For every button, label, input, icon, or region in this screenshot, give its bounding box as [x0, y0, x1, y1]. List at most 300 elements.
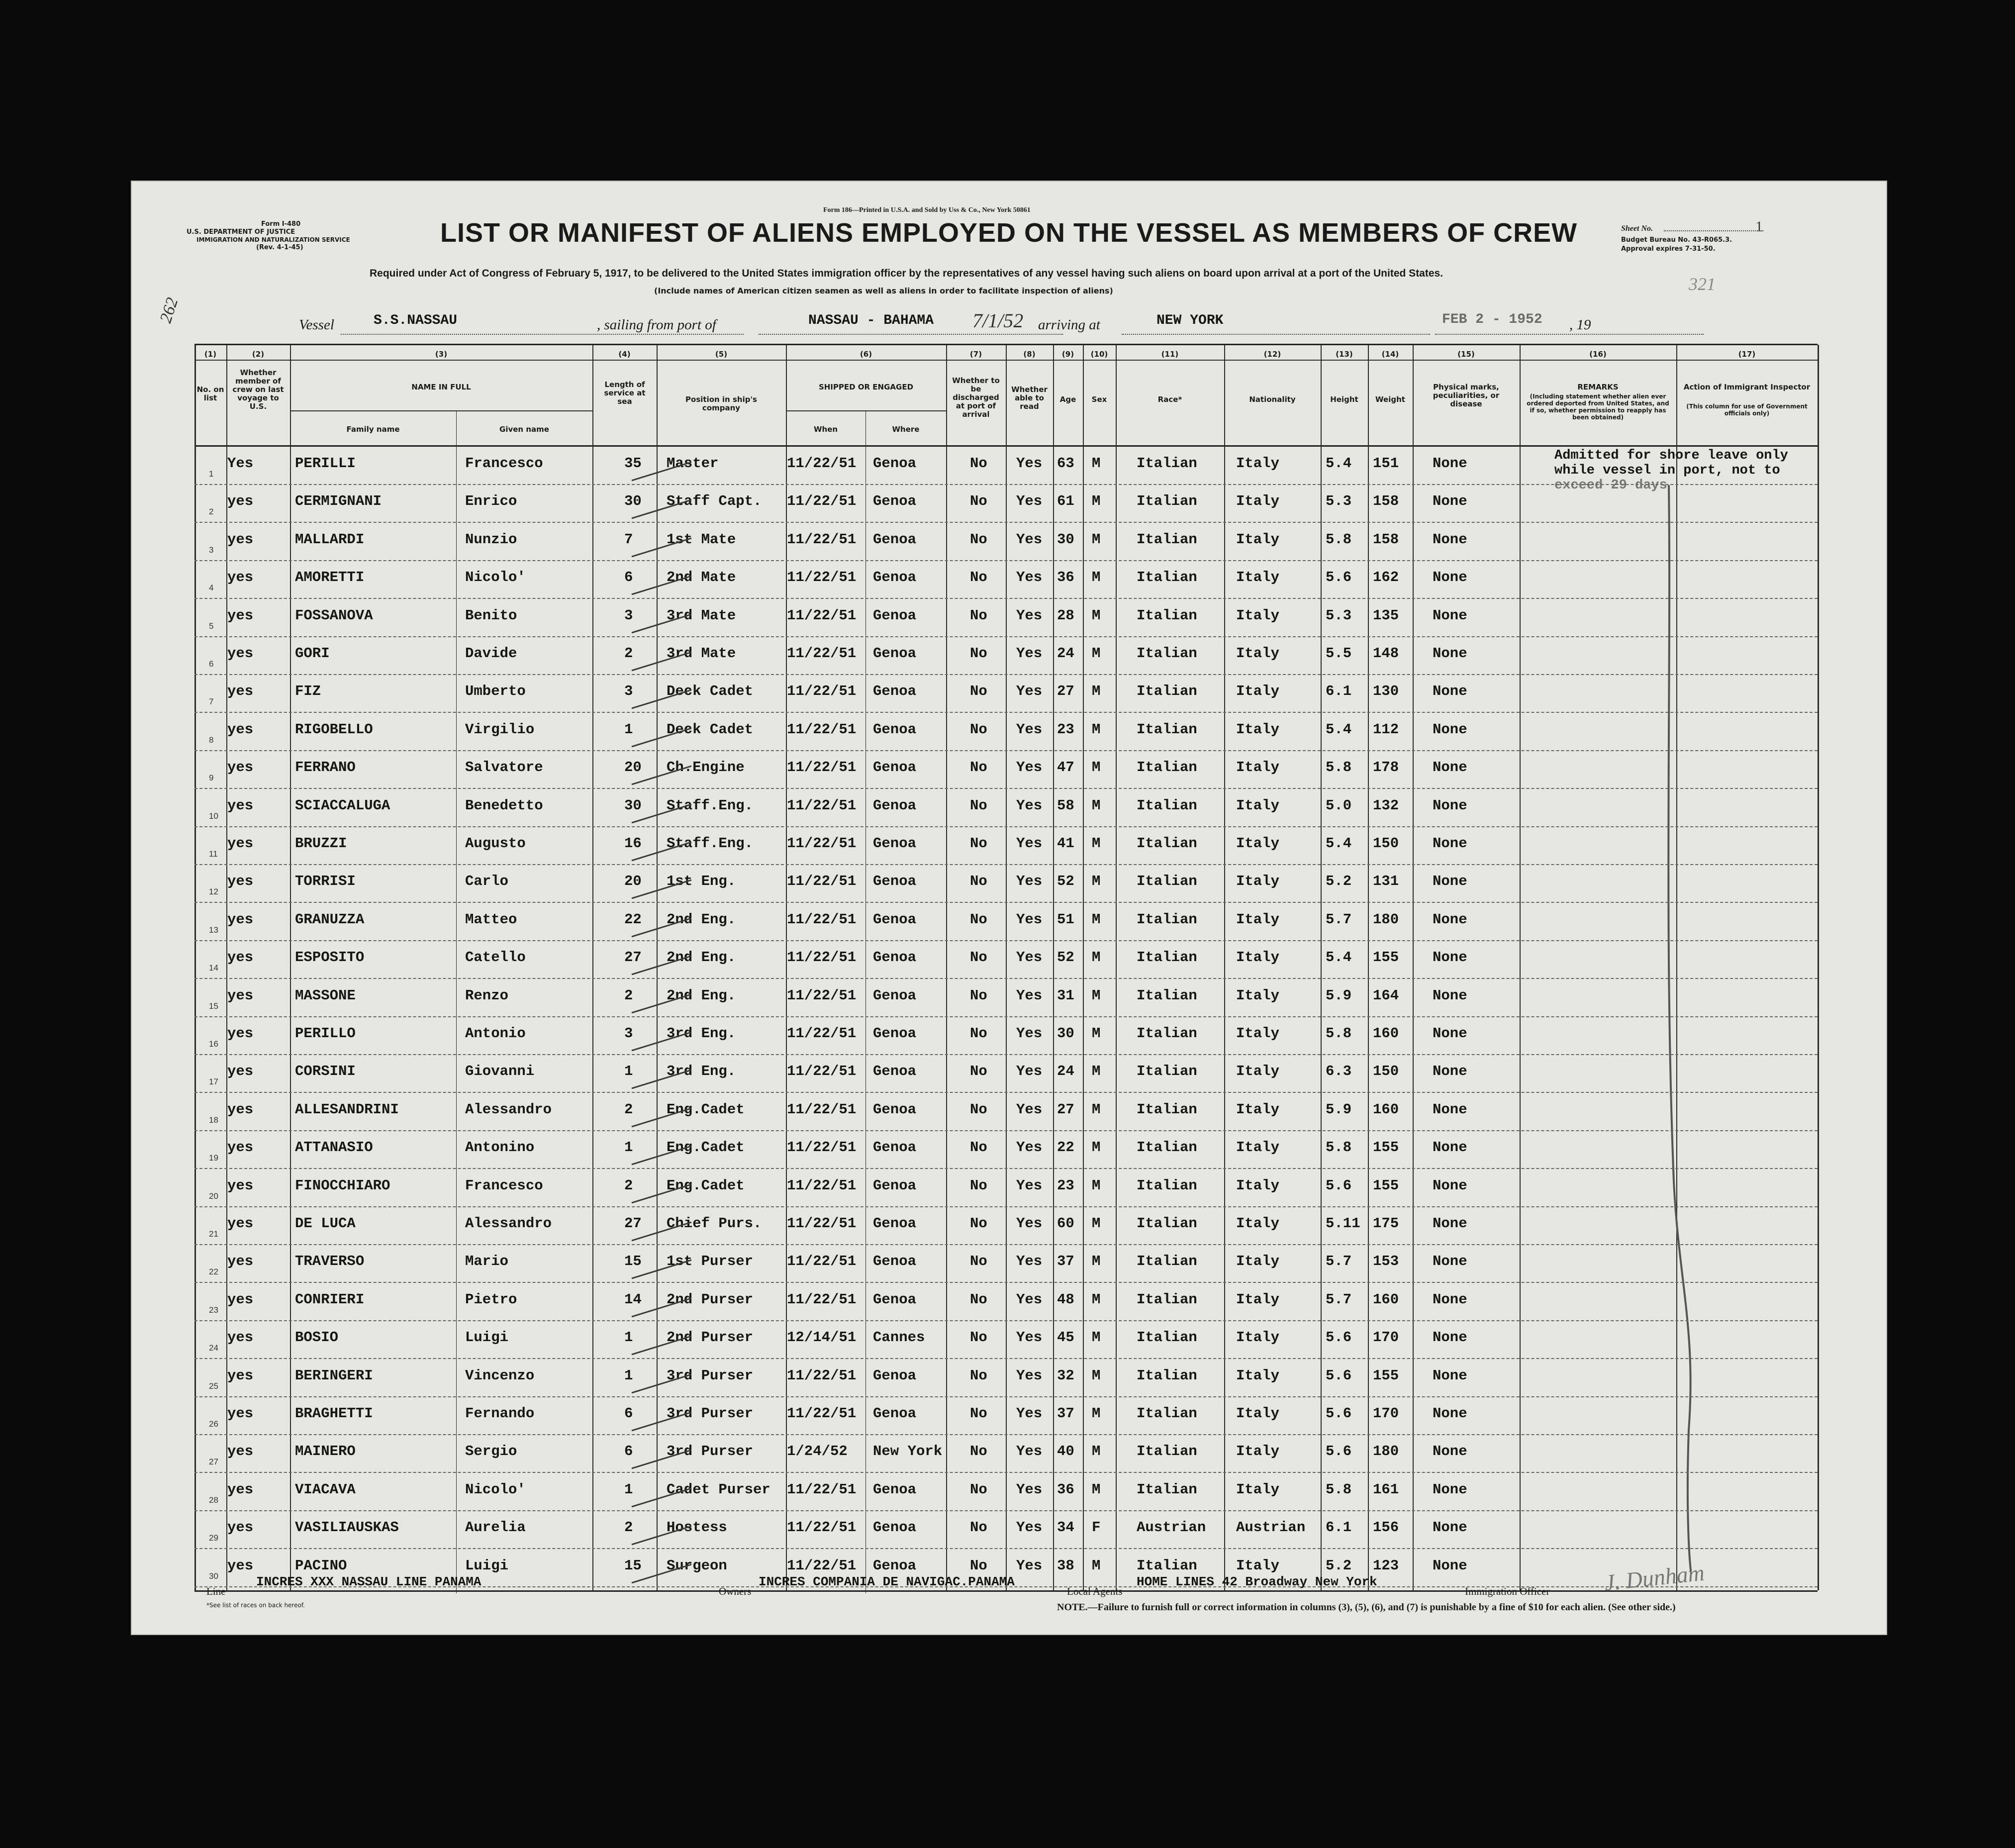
header-remarks-note: (Including statement whether alien ever ordered deported from United States, and if so, whether permission to reapply has been obtained) — [1527, 393, 1669, 421]
race: Italian — [1137, 1557, 1197, 1574]
weight: 162 — [1373, 569, 1399, 586]
discharged: No — [970, 759, 987, 776]
service-tick-mark — [629, 914, 694, 939]
family-name: BOSIO — [295, 1329, 339, 1346]
given-name: Davide — [465, 645, 517, 662]
page-subtitle: Required under Act of Congress of February 5, 1917, to be delivered to the United States immigration officer by the representatives of any vessel having such aliens on board upon arrival at a port of the United States. — [370, 268, 1443, 279]
physical-marks: None — [1433, 1557, 1467, 1574]
given-name: Francesco — [465, 455, 543, 472]
given-name: Vincenzo — [465, 1367, 535, 1384]
given-name: Nunzio — [465, 531, 517, 548]
family-name: GRANUZZA — [295, 911, 365, 928]
shipped-when: 11/22/51 — [787, 645, 857, 662]
given-name: Pietro — [465, 1291, 517, 1308]
height: 5.0 — [1326, 797, 1352, 814]
officer-signature: J. Dunham — [1603, 1559, 1706, 1596]
discharged: No — [970, 721, 987, 738]
age: 45 — [1057, 1329, 1074, 1346]
family-name: RIGOBELLO — [295, 721, 373, 738]
given-name: Alessandro — [465, 1215, 552, 1232]
given-name: Benito — [465, 607, 517, 624]
date-fill — [1435, 334, 1704, 335]
shipped-when: 11/22/51 — [787, 569, 857, 586]
header-no-on-list: No. on list — [196, 385, 224, 402]
shipped-when: 1/24/52 — [787, 1443, 848, 1460]
height: 5.7 — [1326, 1291, 1352, 1308]
discharged: No — [970, 1063, 987, 1080]
nationality: Italy — [1236, 455, 1280, 472]
sex: M — [1092, 835, 1101, 852]
service-length: 3 — [624, 1025, 633, 1042]
year-label: , 19 — [1569, 317, 1591, 333]
height: 5.4 — [1326, 949, 1352, 966]
table-row — [132, 599, 1886, 637]
weight: 156 — [1373, 1519, 1399, 1536]
row-number: 16 — [209, 1039, 218, 1049]
service-tick-mark — [629, 1484, 694, 1509]
footer-owners-value: INCRES COMPANIA DE NAVIGAC.PANAMA — [759, 1574, 1015, 1589]
sex: M — [1092, 1367, 1101, 1384]
nationality: Italy — [1236, 987, 1280, 1004]
physical-marks: None — [1433, 721, 1467, 738]
physical-marks: None — [1433, 1215, 1467, 1232]
family-name: AMORETTI — [295, 569, 365, 586]
position: 3rd Purser — [667, 1443, 754, 1460]
service-length: 1 — [624, 1063, 633, 1080]
height: 5.7 — [1326, 911, 1352, 928]
family-name: DE LUCA — [295, 1215, 356, 1232]
age: 23 — [1057, 1177, 1074, 1194]
service-length: 2 — [624, 1101, 633, 1118]
table-row — [132, 523, 1886, 561]
position: 3rd Eng. — [667, 1063, 736, 1080]
age: 40 — [1057, 1443, 1074, 1460]
prev-voyage: yes — [227, 1443, 254, 1460]
handwritten-date: 7/1/52 — [972, 309, 1024, 332]
race: Italian — [1137, 835, 1197, 852]
weight: 153 — [1373, 1253, 1399, 1270]
weight: 180 — [1373, 911, 1399, 928]
sex: M — [1092, 1177, 1101, 1194]
header-when: When — [813, 425, 838, 434]
height: 5.6 — [1326, 1443, 1352, 1460]
service-length: 3 — [624, 607, 633, 624]
page-title: LIST OR MANIFEST OF ALIENS EMPLOYED ON THE VESSEL AS MEMBERS OF CREW — [440, 218, 1578, 248]
physical-marks: None — [1433, 797, 1467, 814]
given-name: Catello — [465, 949, 526, 966]
remarks-shore-leave: Admitted for shore leave only — [1554, 448, 1788, 463]
family-name: FERRANO — [295, 759, 356, 776]
age: 47 — [1057, 759, 1074, 776]
service-length: 2 — [624, 645, 633, 662]
arrival-date-stamp: FEB 2 - 1952 — [1442, 312, 1542, 327]
table-row — [132, 1245, 1886, 1283]
table-row — [132, 1360, 1886, 1397]
weight: 155 — [1373, 1139, 1399, 1156]
service-tick-mark — [629, 458, 694, 483]
shipped-when: 11/22/51 — [787, 683, 857, 700]
vessel-label: Vessel — [299, 317, 334, 333]
row-number: 15 — [209, 1001, 218, 1011]
height: 5.3 — [1326, 493, 1352, 510]
able-to-read: Yes — [1016, 1139, 1043, 1156]
able-to-read: Yes — [1016, 1481, 1043, 1498]
position: 3rd Purser — [667, 1405, 754, 1422]
prev-voyage: yes — [227, 531, 254, 548]
given-name: Alessandro — [465, 1101, 552, 1118]
row-number: 9 — [209, 773, 214, 783]
family-name: SCIACCALUGA — [295, 797, 390, 814]
physical-marks: None — [1433, 493, 1467, 510]
shipped-when: 11/22/51 — [787, 1215, 857, 1232]
shipped-when: 11/22/51 — [787, 721, 857, 738]
race: Italian — [1137, 1177, 1197, 1194]
service-length: 22 — [624, 911, 642, 928]
table-row — [132, 979, 1886, 1017]
discharged: No — [970, 1405, 987, 1422]
service-length: 1 — [624, 1481, 633, 1498]
able-to-read: Yes — [1016, 455, 1043, 472]
service-tick-mark — [629, 572, 694, 597]
service-tick-mark — [629, 1256, 694, 1281]
service-length: 30 — [624, 797, 642, 814]
family-name: ESPOSITO — [295, 949, 365, 966]
service-tick-mark — [629, 1370, 694, 1395]
position: Staff.Eng. — [667, 835, 754, 852]
physical-marks: None — [1433, 569, 1467, 586]
sex: M — [1092, 1443, 1101, 1460]
discharged: No — [970, 1253, 987, 1270]
discharged: No — [970, 493, 987, 510]
race: Italian — [1137, 493, 1197, 510]
shipped-where: Genoa — [873, 455, 917, 472]
row-number: 1 — [209, 469, 214, 479]
service-tick-mark — [629, 952, 694, 977]
family-name: TRAVERSO — [295, 1253, 365, 1270]
nationality: Italy — [1236, 683, 1280, 700]
sex: M — [1092, 1557, 1101, 1574]
row-number: 13 — [209, 925, 218, 935]
height: 5.8 — [1326, 531, 1352, 548]
sailing-label: , sailing from port of — [597, 317, 716, 333]
nationality: Italy — [1236, 1367, 1280, 1384]
given-name: Antonino — [465, 1139, 535, 1156]
shipped-when: 11/22/51 — [787, 1101, 857, 1118]
height: 5.6 — [1326, 1405, 1352, 1422]
family-name: BRAGHETTI — [295, 1405, 373, 1422]
nationality: Italy — [1236, 1291, 1280, 1308]
prev-voyage: yes — [227, 835, 254, 852]
nationality: Italy — [1236, 1025, 1280, 1042]
header-nationality: Nationality — [1249, 395, 1296, 404]
position: Master — [667, 455, 719, 472]
nationality: Italy — [1236, 1063, 1280, 1080]
age: 24 — [1057, 1063, 1074, 1080]
weight: 161 — [1373, 1481, 1399, 1498]
nationality: Italy — [1236, 531, 1280, 548]
row-number: 30 — [209, 1571, 218, 1581]
nationality: Italy — [1236, 1557, 1280, 1574]
weight: 150 — [1373, 1063, 1399, 1080]
nationality: Italy — [1236, 1215, 1280, 1232]
discharged: No — [970, 531, 987, 548]
age: 58 — [1057, 797, 1074, 814]
nationality: Italy — [1236, 1177, 1280, 1194]
given-name: Luigi — [465, 1329, 509, 1346]
header-name-in-full: NAME IN FULL — [411, 383, 471, 391]
approval-expires: Approval expires 7-31-50. — [1621, 245, 1716, 253]
service-length: 15 — [624, 1253, 642, 1270]
discharged: No — [970, 1139, 987, 1156]
col-num-17: (17) — [1738, 350, 1756, 359]
nationality: Austrian — [1236, 1519, 1306, 1536]
physical-marks: None — [1433, 911, 1467, 928]
position: 2nd Purser — [667, 1329, 754, 1346]
able-to-read: Yes — [1016, 1557, 1043, 1574]
shipped-where: Genoa — [873, 797, 917, 814]
nationality: Italy — [1236, 911, 1280, 928]
sex: M — [1092, 1481, 1101, 1498]
discharged: No — [970, 911, 987, 928]
footer-owners-label: Owners — [719, 1585, 752, 1597]
remarks-shore-leave-3: exceed 29 days — [1554, 478, 1667, 493]
age: 51 — [1057, 911, 1074, 928]
able-to-read: Yes — [1016, 607, 1043, 624]
height: 6.3 — [1326, 1063, 1352, 1080]
race: Italian — [1137, 607, 1197, 624]
age: 36 — [1057, 569, 1074, 586]
sex: M — [1092, 797, 1101, 814]
row-number: 28 — [209, 1495, 218, 1505]
height: 5.8 — [1326, 759, 1352, 776]
position: 1st Purser — [667, 1253, 754, 1270]
able-to-read: Yes — [1016, 1443, 1043, 1460]
shipped-when: 11/22/51 — [787, 1519, 857, 1536]
header-physical-marks: Physical marks, peculiarities, or disease — [1433, 383, 1500, 408]
nationality: Italy — [1236, 569, 1280, 586]
age: 32 — [1057, 1367, 1074, 1384]
position: Chief Purs. — [667, 1215, 762, 1232]
table-row — [132, 1435, 1886, 1473]
prev-voyage: yes — [227, 1405, 254, 1422]
family-name: FINOCCHIARO — [295, 1177, 390, 1194]
race: Italian — [1137, 1443, 1197, 1460]
sheet-number: 1 — [1755, 218, 1763, 235]
service-length: 2 — [624, 987, 633, 1004]
header-inspector-action: Action of Immigrant Inspector — [1683, 383, 1811, 391]
shipped-where: Genoa — [873, 1025, 917, 1042]
weight: 160 — [1373, 1291, 1399, 1308]
col-num-13: (13) — [1336, 350, 1353, 359]
table-row — [132, 941, 1886, 979]
weight: 160 — [1373, 1101, 1399, 1118]
age: 60 — [1057, 1215, 1074, 1232]
height: 5.11 — [1326, 1215, 1360, 1232]
shipped-where: Genoa — [873, 1519, 917, 1536]
budget-bureau: Budget Bureau No. 43-R065.3. — [1621, 236, 1732, 244]
age: 23 — [1057, 721, 1074, 738]
shipped-when: 11/22/51 — [787, 873, 857, 890]
header-discharged: Whether to be discharged at port of arrival — [952, 376, 1000, 419]
prev-voyage: yes — [227, 721, 254, 738]
physical-marks: None — [1433, 1025, 1467, 1042]
nationality: Italy — [1236, 607, 1280, 624]
row-number: 3 — [209, 545, 214, 555]
shipped-where: Genoa — [873, 1405, 917, 1422]
prev-voyage: yes — [227, 873, 254, 890]
col-num-1: (1) — [204, 350, 217, 359]
shipped-where: Genoa — [873, 1557, 917, 1574]
shipped-when: 11/22/51 — [787, 1177, 857, 1194]
shipped-when: 11/22/51 — [787, 949, 857, 966]
race: Italian — [1137, 721, 1197, 738]
department-name: U.S. DEPARTMENT OF JUSTICE — [187, 228, 295, 236]
age: 30 — [1057, 531, 1074, 548]
service-tick-mark — [629, 800, 694, 825]
prev-voyage: yes — [227, 1101, 254, 1118]
header-given-name: Given name — [499, 425, 549, 434]
service-tick-mark — [629, 1522, 694, 1547]
service-tick-mark — [629, 534, 694, 559]
footer-officer-label: Immigration Officer — [1465, 1585, 1550, 1597]
prev-voyage: yes — [227, 1519, 254, 1536]
row-number: 22 — [209, 1267, 218, 1277]
nationality: Italy — [1236, 1139, 1280, 1156]
discharged: No — [970, 1557, 987, 1574]
footer-races-note: *See list of races on back hereof. — [206, 1602, 305, 1609]
able-to-read: Yes — [1016, 1063, 1043, 1080]
shipped-where: Genoa — [873, 493, 917, 510]
weight: 130 — [1373, 683, 1399, 700]
row-number: 12 — [209, 887, 218, 897]
table-row — [132, 865, 1886, 903]
header-height: Height — [1330, 395, 1358, 404]
position: Cadet Purser — [667, 1481, 770, 1498]
discharged: No — [970, 949, 987, 966]
race: Italian — [1137, 1291, 1197, 1308]
row-number: 7 — [209, 697, 214, 707]
weight: 155 — [1373, 1177, 1399, 1194]
position: Eng.Cadet — [667, 1177, 745, 1194]
race: Austrian — [1137, 1519, 1206, 1536]
able-to-read: Yes — [1016, 645, 1043, 662]
height: 5.6 — [1326, 569, 1352, 586]
shipped-where: Genoa — [873, 531, 917, 548]
family-name: VIACAVA — [295, 1481, 356, 1498]
able-to-read: Yes — [1016, 1405, 1043, 1422]
service-tick-mark — [629, 1408, 694, 1433]
age: 52 — [1057, 873, 1074, 890]
physical-marks: None — [1433, 1443, 1467, 1460]
height: 5.8 — [1326, 1139, 1352, 1156]
race: Italian — [1137, 1101, 1197, 1118]
service-length: 2 — [624, 1177, 633, 1194]
shipped-when: 11/22/51 — [787, 759, 857, 776]
nationality: Italy — [1236, 1253, 1280, 1270]
age: 34 — [1057, 1519, 1074, 1536]
able-to-read: Yes — [1016, 835, 1043, 852]
height: 5.8 — [1326, 1025, 1352, 1042]
table-row — [132, 713, 1886, 751]
row-number: 20 — [209, 1191, 218, 1201]
row-number: 18 — [209, 1115, 218, 1125]
col-num-9: (9) — [1061, 350, 1074, 359]
position: 1st Mate — [667, 531, 736, 548]
service-tick-mark — [629, 1332, 694, 1357]
col-num-15: (15) — [1457, 350, 1475, 359]
shipped-when: 11/22/51 — [787, 835, 857, 852]
discharged: No — [970, 1481, 987, 1498]
shipped-where: Genoa — [873, 1481, 917, 1498]
discharged: No — [970, 1443, 987, 1460]
age: 31 — [1057, 987, 1074, 1004]
col-num-4: (4) — [618, 350, 631, 359]
service-tick-mark — [629, 990, 694, 1015]
weight: 175 — [1373, 1215, 1399, 1232]
race: Italian — [1137, 911, 1197, 928]
family-name: GORI — [295, 645, 330, 662]
sex: M — [1092, 569, 1101, 586]
col-num-16: (16) — [1589, 350, 1607, 359]
shipped-when: 11/22/51 — [787, 1139, 857, 1156]
margin-handwriting: 262 — [156, 295, 182, 325]
col-num-8: (8) — [1023, 350, 1036, 359]
race: Italian — [1137, 1215, 1197, 1232]
table-row — [132, 675, 1886, 713]
shipped-when: 11/22/51 — [787, 1063, 857, 1080]
sex: M — [1092, 607, 1101, 624]
shipped-where: Genoa — [873, 1177, 917, 1194]
weight: 155 — [1373, 949, 1399, 966]
able-to-read: Yes — [1016, 1253, 1043, 1270]
prev-voyage: yes — [227, 683, 254, 700]
discharged: No — [970, 1291, 987, 1308]
vessel-name: S.S.NASSAU — [374, 313, 458, 328]
race: Italian — [1137, 759, 1197, 776]
service-length: 1 — [624, 1139, 633, 1156]
height: 5.9 — [1326, 1101, 1352, 1118]
header-shipped-engaged: SHIPPED OR ENGAGED — [818, 383, 914, 391]
col-num-3: (3) — [435, 350, 448, 359]
age: 27 — [1057, 683, 1074, 700]
race: Italian — [1137, 683, 1197, 700]
row-number: 5 — [209, 621, 214, 631]
family-name: TORRISI — [295, 873, 356, 890]
sex: M — [1092, 1405, 1101, 1422]
discharged: No — [970, 1177, 987, 1194]
weight: 170 — [1373, 1329, 1399, 1346]
manifest-sheet — [131, 181, 1887, 1635]
height: 6.1 — [1326, 1519, 1352, 1536]
service-length: 27 — [624, 949, 642, 966]
discharged: No — [970, 645, 987, 662]
footer-agents-label: Local Agents — [1067, 1585, 1123, 1597]
row-number: 27 — [209, 1457, 218, 1467]
discharged: No — [970, 873, 987, 890]
family-name: PERILLO — [295, 1025, 356, 1042]
physical-marks: None — [1433, 455, 1467, 472]
able-to-read: Yes — [1016, 569, 1043, 586]
prev-voyage: yes — [227, 1063, 254, 1080]
race: Italian — [1137, 1367, 1197, 1384]
table-row — [132, 1131, 1886, 1169]
arrival-port: NEW YORK — [1156, 313, 1224, 328]
weight: 123 — [1373, 1557, 1399, 1574]
row-number: 6 — [209, 659, 214, 669]
family-name: PERILLI — [295, 455, 356, 472]
physical-marks: None — [1433, 607, 1467, 624]
race: Italian — [1137, 1063, 1197, 1080]
